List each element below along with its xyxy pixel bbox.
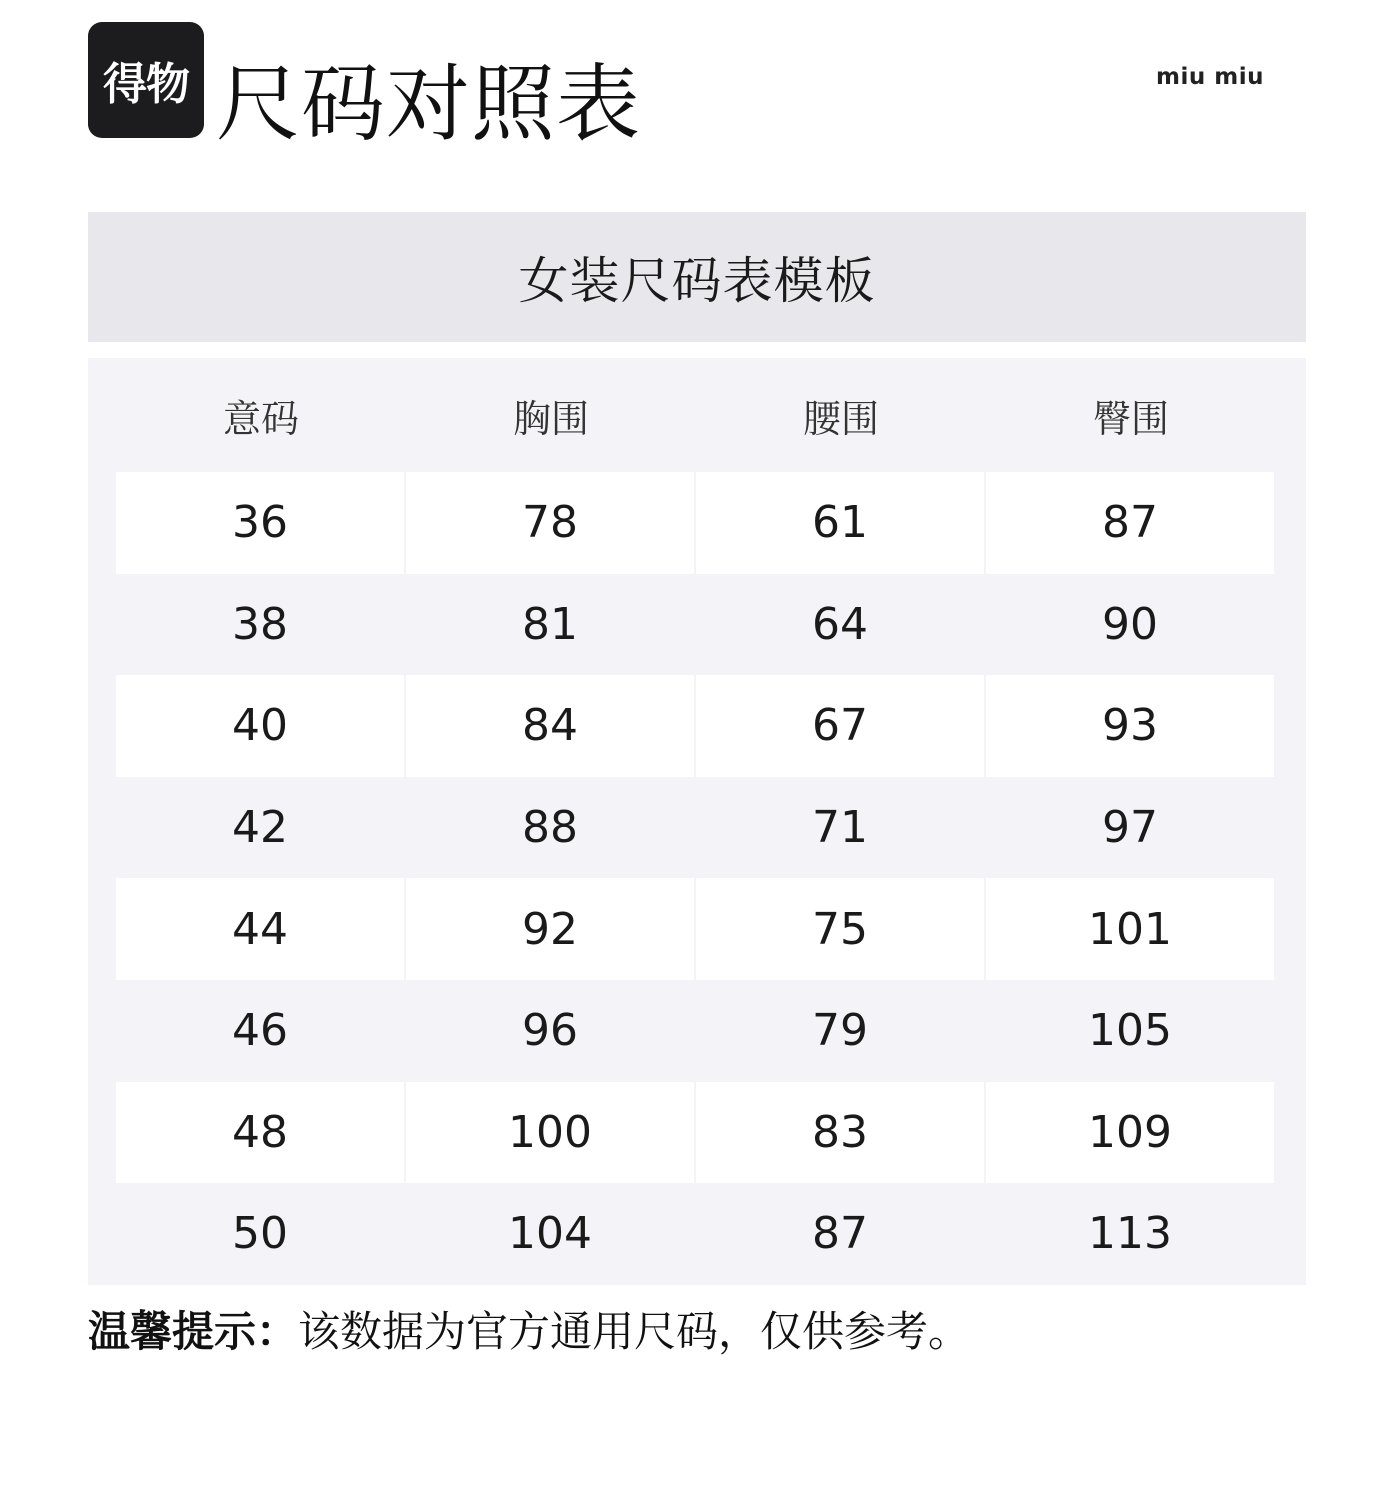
table-header — [116, 358, 1276, 472]
cell-bust: 78 — [406, 472, 694, 574]
table-row — [116, 878, 1276, 980]
cell-hip: 109 — [986, 1082, 1274, 1184]
footer-note-text: 该数据为官方通用尺码，仅供参考。 — [298, 1307, 971, 1356]
cell-waist: 75 — [696, 878, 984, 980]
cell-hip: 90 — [1102, 598, 1158, 650]
dewu-logo-text: 得物 — [103, 59, 189, 110]
cell-hip: 87 — [986, 472, 1274, 574]
table-row — [116, 1082, 1276, 1184]
cell-hip: 105 — [1088, 1005, 1172, 1057]
page-title: 尺码对照表 — [216, 55, 642, 153]
table-row — [116, 574, 1276, 676]
cell-hip: 93 — [986, 675, 1274, 777]
column-header-bust: 胸围 — [512, 396, 589, 441]
cell-size: 38 — [232, 598, 288, 650]
table-banner-title: 女装尺码表模板 — [518, 252, 876, 310]
cell-size: 36 — [116, 472, 404, 574]
column-header-waist: 腰围 — [802, 396, 879, 441]
cell-size: 40 — [116, 675, 404, 777]
cell-size: 46 — [232, 1005, 288, 1057]
cell-size: 50 — [232, 1208, 288, 1260]
column-header-hip: 臀围 — [1092, 396, 1169, 441]
table-banner — [88, 212, 1306, 342]
cell-size: 44 — [116, 878, 404, 980]
cell-bust: 92 — [406, 878, 694, 980]
cell-bust: 100 — [406, 1082, 694, 1184]
cell-waist: 64 — [812, 598, 868, 650]
cell-waist: 79 — [812, 1005, 868, 1057]
table-body — [116, 472, 1276, 1285]
column-header-size: 意码 — [222, 396, 299, 441]
cell-bust: 88 — [522, 802, 578, 854]
cell-bust: 81 — [522, 598, 578, 650]
table-row — [116, 980, 1276, 1082]
cell-hip: 101 — [986, 878, 1274, 980]
cell-waist: 71 — [812, 802, 868, 854]
cell-bust: 104 — [508, 1208, 592, 1260]
cell-waist: 87 — [812, 1208, 868, 1260]
cell-waist: 61 — [696, 472, 984, 574]
table-row — [116, 777, 1276, 879]
brand-logo: miu miu — [1156, 64, 1264, 90]
cell-hip: 113 — [1088, 1208, 1172, 1260]
cell-waist: 67 — [696, 675, 984, 777]
footer-note — [88, 1300, 970, 1364]
footer-note-label: 温馨提示： — [88, 1307, 299, 1356]
table-row — [116, 1183, 1276, 1285]
cell-bust: 96 — [522, 1005, 578, 1057]
cell-hip: 97 — [1102, 802, 1158, 854]
cell-size: 42 — [232, 802, 288, 854]
table-row — [116, 472, 1276, 574]
cell-size: 48 — [116, 1082, 404, 1184]
dewu-logo — [88, 22, 204, 138]
table-row — [116, 675, 1276, 777]
size-table — [88, 358, 1306, 1285]
cell-waist: 83 — [696, 1082, 984, 1184]
cell-bust: 84 — [406, 675, 694, 777]
